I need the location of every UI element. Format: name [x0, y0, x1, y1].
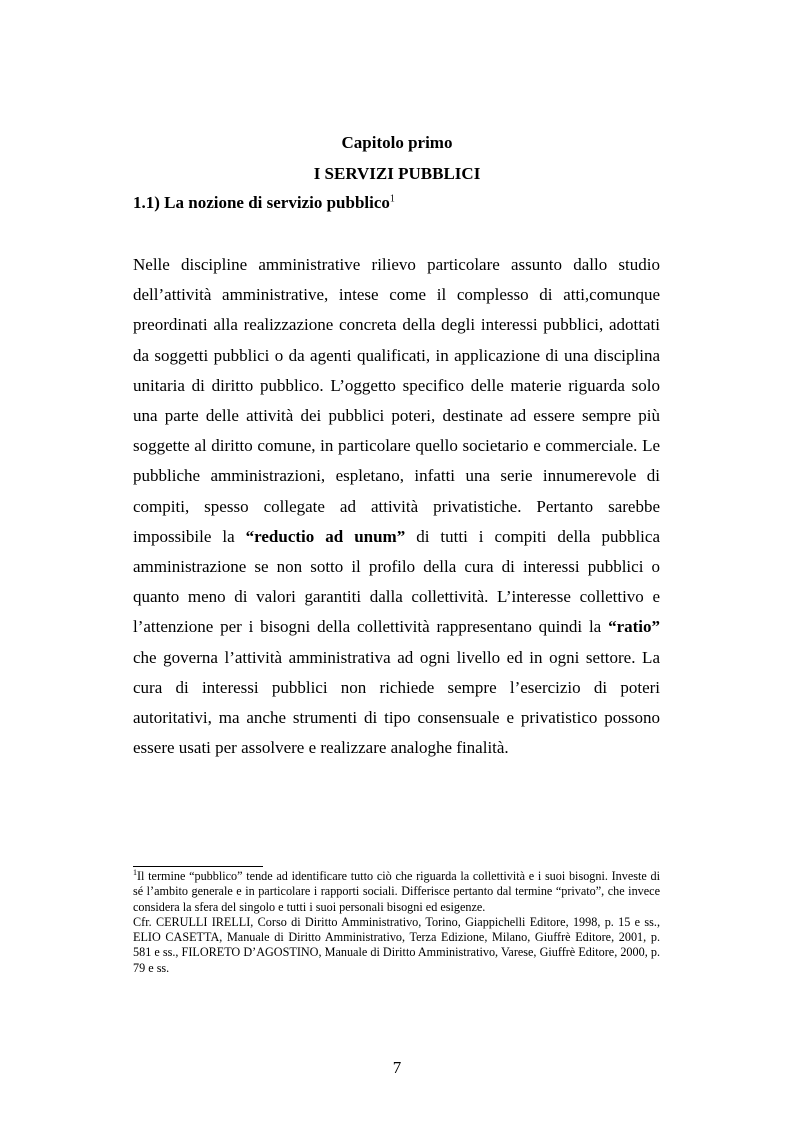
body-bold-reductio: “reductio ad unum”	[245, 526, 406, 546]
footnote-separator	[133, 866, 263, 867]
body-text-part-2: di tutti i compiti della pubblica amministrazione se non sotto il profilo della cura di interessi pubblici o quanto meno di valori garantiti dalla collettività. L’interesse collettivo e l’attenzione per i bisogni della collettività rappresentano quindi la	[133, 526, 660, 637]
body-text-part-1: Nelle discipline amministrative rilievo particolare assunto dallo studio dell’attività amministrative, intese come il complesso di atti,comunque preordinati alla realizzazione concreta della degli interessi pubblici, adottati da soggetti pubblici o da agenti qualificati, in applicazione di una disciplina unitaria di diritto pubblico. L’oggetto specifico delle materie riguarda solo una parte delle attività dei pubblici poteri, destinate ad essere sempre più soggette al diritto comune, in particolare quello societario e commerciale. Le pubbliche amministrazioni, espletano, infatti una serie innumerevole di compiti, spesso collegate ad attività privatistiche. Pertanto sarebbe impossibile la	[133, 255, 660, 546]
footnote-marker: 1	[133, 867, 137, 877]
footnote	[133, 869, 660, 976]
chapter-label: Capitolo primo	[341, 133, 453, 152]
section-heading	[133, 193, 395, 213]
footnote-line-2: Cfr. CERULLI IRELLI, Corso di Diritto Amministrativo, Torino, Giappichelli Editore, 1998, p. 15 e ss., ELIO CASETTA, Manuale di Diritto Amministrativo, Terza Edizione, Milano, Giuffrè Editore, 2001, p. 581 e ss., FILORETO D’AGOSTINO, Manuale di Diritto Amministrativo, Varese, Giuffrè Editore, 2000, p. 79 e ss.	[133, 914, 660, 975]
footnote-text-1: Il termine “pubblico” tende ad identificare tutto ciò che riguarda la collettività e i suoi bisogni. Investe di sé l’ambito generale e in particolare i rapporti sociali. Differisce pertanto dal termine “privato”, che invece considera la sfera del singolo e tutti i suoi personali bisogni ed esigenze.	[133, 869, 660, 914]
body-text-part-3: che governa l’attività amministrativa ad ogni livello ed in ogni settore. La cura di interessi pubblici non richiede sempre l’esercizio di poteri autoritativi, ma anche strumenti di tipo consensuale e privatistico possono essere usati per assolvere e realizzare analoghe finalità.	[133, 647, 660, 758]
footnote-reference[interactable]: 1	[389, 193, 395, 205]
page-number: 7	[392, 1058, 402, 1077]
chapter-title: I SERVIZI PUBBLICI	[313, 164, 481, 183]
body-bold-ratio: “ratio”	[608, 617, 660, 637]
section-heading-text: 1.1) La nozione di servizio pubblico	[133, 193, 390, 212]
body-paragraph	[133, 250, 660, 763]
footnote-line-1	[133, 869, 660, 915]
